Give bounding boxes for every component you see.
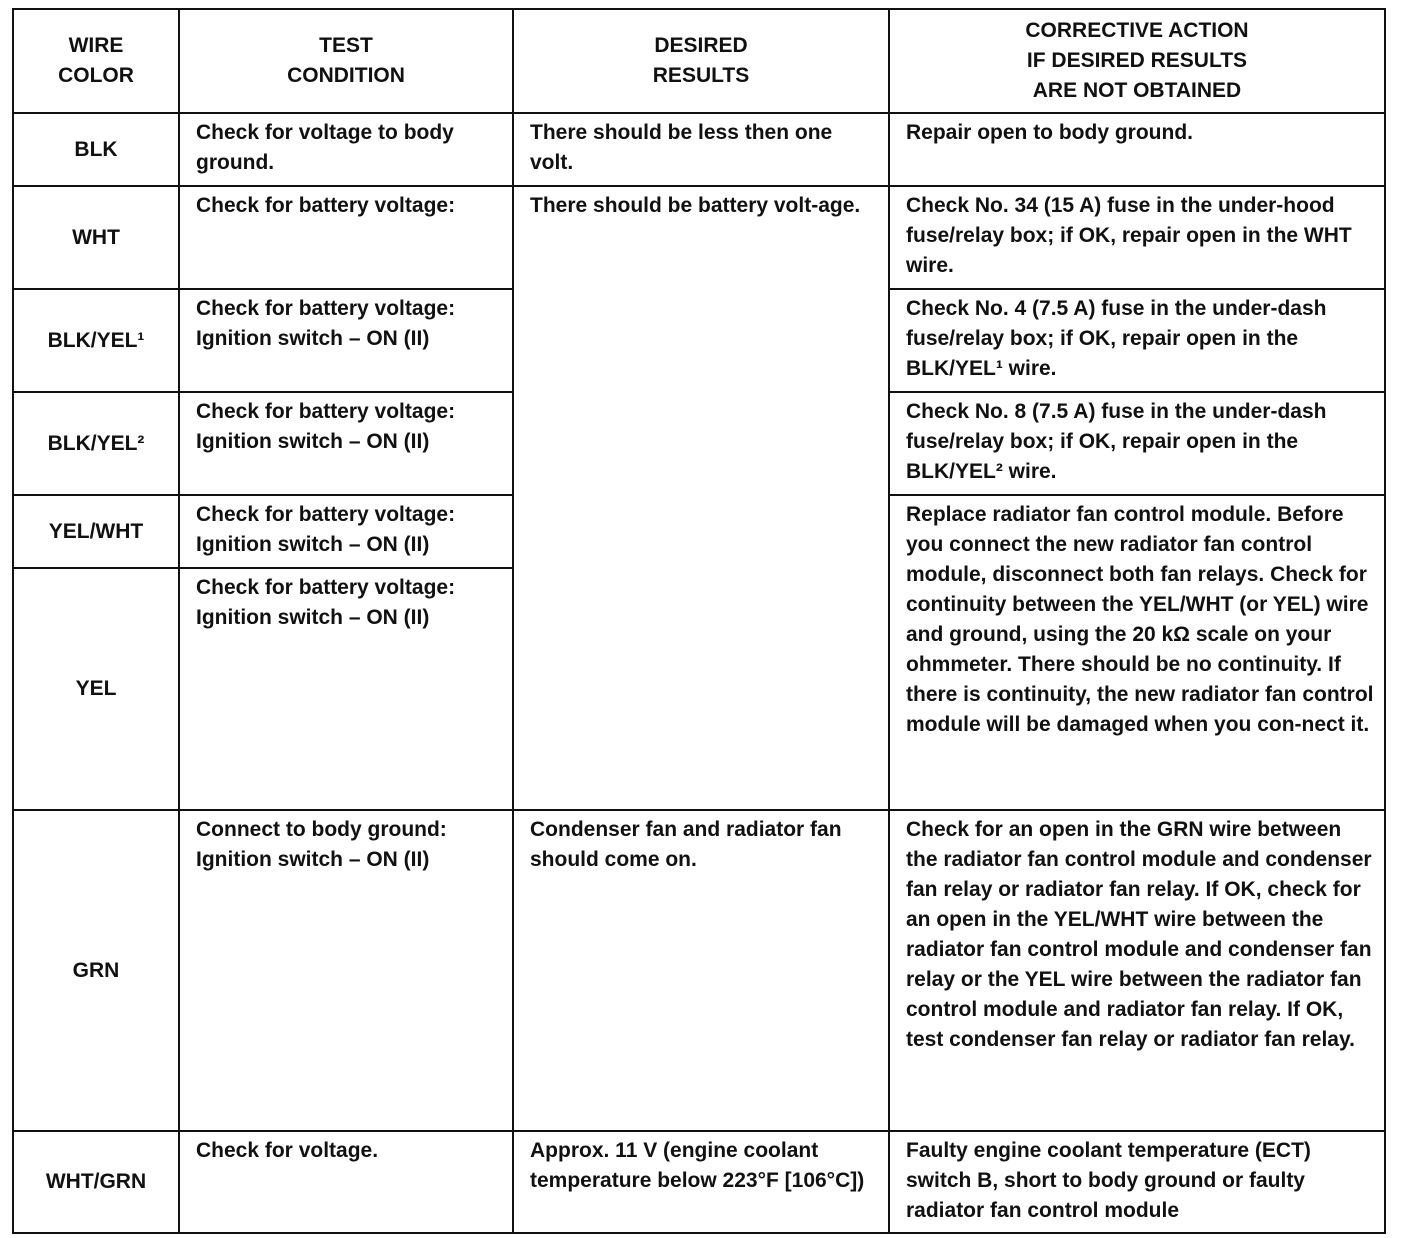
- header-corrective-action: CORRECTIVE ACTION IF DESIRED RESULTS ARE NOT OBTAINED: [889, 9, 1385, 113]
- header-test-condition: TEST CONDITION: [179, 9, 513, 113]
- test-condition-cell: Check for voltage.: [179, 1131, 513, 1233]
- wire-color-cell: GRN: [13, 810, 179, 1131]
- wire-color-cell: WHT/GRN: [13, 1131, 179, 1233]
- wire-color-cell: YEL/WHT: [13, 495, 179, 568]
- desired-results-cell: Approx. 11 V (engine coolant temperature below 223°F [106°C]): [513, 1131, 889, 1233]
- wire-color-cell: BLK: [13, 113, 179, 186]
- test-condition-cell: Connect to body ground: Ignition switch – ON (II): [179, 810, 513, 1131]
- table-row-wht-grn: [13, 1131, 1385, 1233]
- table-header-row: [13, 9, 1385, 113]
- test-condition-cell: Check for voltage to body ground.: [179, 113, 513, 186]
- desired-results-cell: There should be battery volt-age.: [513, 186, 889, 810]
- desired-results-cell: There should be less then one volt.: [513, 113, 889, 186]
- corrective-action-cell: Faulty engine coolant temperature (ECT) switch B, short to body ground or faulty radiator fan control module: [889, 1131, 1385, 1233]
- wire-color-cell: BLK/YEL²: [13, 392, 179, 495]
- test-condition-cell: Check for battery voltage: Ignition switch – ON (II): [179, 392, 513, 495]
- corrective-action-cell: Check No. 8 (7.5 A) fuse in the under-dash fuse/relay box; if OK, repair open in the BLK/YEL² wire.: [889, 392, 1385, 495]
- test-condition-cell: Check for battery voltage: Ignition switch – ON (II): [179, 289, 513, 392]
- wire-color-cell: WHT: [13, 186, 179, 289]
- wire-color-cell: BLK/YEL¹: [13, 289, 179, 392]
- corrective-action-cell: Check for an open in the GRN wire between the radiator fan control module and condenser fan relay or radiator fan relay. If OK, check for an open in the YEL/WHT wire between the radiator fan control module and condenser fan relay or the YEL wire between the radiator fan control module and radiator fan relay. If OK, test condenser fan relay or radiator fan relay.: [889, 810, 1385, 1131]
- table-row-grn: [13, 810, 1385, 1131]
- test-condition-cell: Check for battery voltage: Ignition switch – ON (II): [179, 568, 513, 810]
- wire-color-cell: YEL: [13, 568, 179, 810]
- wiring-test-table: [12, 8, 1386, 1234]
- corrective-action-cell: Replace radiator fan control module. Before you connect the new radiator fan control module, disconnect both fan relays. Check for continuity between the YEL/WHT (or YEL) wire and ground, using the 20 kΩ scale on your ohmmeter. There should be no continuity. If there is continuity, the new radiator fan control module will be damaged when you con-nect it.: [889, 495, 1385, 810]
- desired-results-cell: Condenser fan and radiator fan should come on.: [513, 810, 889, 1131]
- header-wire-color: WIRE COLOR: [13, 9, 179, 113]
- test-condition-cell: Check for battery voltage:: [179, 186, 513, 289]
- corrective-action-cell: Check No. 4 (7.5 A) fuse in the under-dash fuse/relay box; if OK, repair open in the BLK/YEL¹ wire.: [889, 289, 1385, 392]
- table-row-blk: [13, 113, 1385, 186]
- corrective-action-cell: Repair open to body ground.: [889, 113, 1385, 186]
- header-desired-results: DESIRED RESULTS: [513, 9, 889, 113]
- test-condition-cell: Check for battery voltage: Ignition switch – ON (II): [179, 495, 513, 568]
- table-row-wht: [13, 186, 1385, 289]
- corrective-action-cell: Check No. 34 (15 A) fuse in the under-hood fuse/relay box; if OK, repair open in the WHT wire.: [889, 186, 1385, 289]
